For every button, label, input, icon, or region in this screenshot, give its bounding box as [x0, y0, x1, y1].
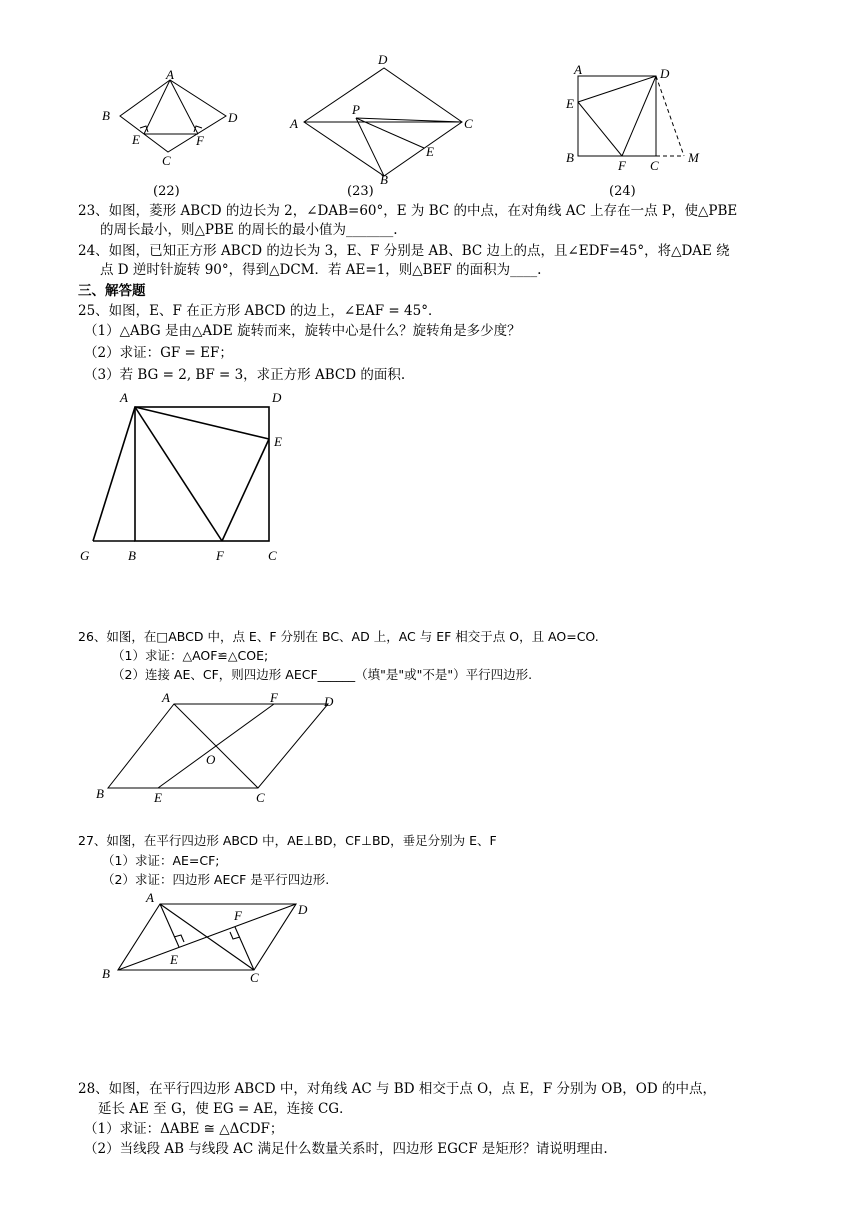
svg-text:E: E: [154, 790, 162, 805]
svg-text:C: C: [256, 790, 265, 805]
svg-text:A: A: [574, 62, 582, 77]
svg-text:B: B: [102, 108, 110, 123]
svg-text:D: D: [324, 694, 334, 709]
figure-23: [288, 52, 488, 187]
svg-text:B: B: [380, 172, 388, 187]
svg-text:E: E: [132, 132, 140, 147]
svg-text:D: D: [272, 390, 282, 405]
q25-part1: （1）△ABG 是由△ADE 旋转而来，旋转中心是什么？旋转角是多少度？: [84, 323, 521, 339]
q26-stem: 26、如图，在□ABCD 中，点 E、F 分别在 BC、AD 上，AC 与 EF 相交于点 O，且 AO=CO.: [78, 629, 599, 644]
figure-24: [562, 62, 712, 172]
svg-text:C: C: [650, 158, 659, 173]
svg-text:F: F: [234, 908, 242, 923]
q25-stem: 25、如图，E、F 在正方形 ABCD 的边上，∠EAF = 45°．: [78, 303, 442, 319]
q23-line2: 的周长最小，则△PBE 的周长的最小值为_______.: [100, 222, 398, 238]
q24-line2: 点 D 逆时针旋转 90°，得到△DCM．若 AE=1，则△BEF 的面积为____.: [100, 262, 542, 278]
svg-text:F: F: [618, 158, 626, 173]
q23-line1: 23、如图，菱形 ABCD 的边长为 2，∠DAB=60°，E 为 BC 的中点，在对角线 AC 上存在一点 P，使△PBE: [78, 203, 738, 219]
q26-part2: （2）连接 AE、CF，则四边形 AECF______（填"是"或"不是"）平行四边形.: [112, 667, 533, 682]
svg-text:C: C: [268, 548, 277, 563]
svg-text:G: G: [80, 548, 90, 563]
svg-text:E: E: [170, 952, 178, 967]
q28-part1: （1）求证：ΔABE ≅ △ΔCDF；: [84, 1121, 284, 1137]
q25-part2: （2）求证：GF = EF；: [84, 345, 233, 361]
svg-text:E: E: [426, 144, 434, 159]
q28-line2: 延长 AE 至 G，使 EG = AE，连接 CG．: [98, 1101, 353, 1117]
svg-text:C: C: [464, 116, 473, 131]
q25-part3: （3）若 BG = 2, BF = 3，求正方形 ABCD 的面积.: [84, 367, 406, 383]
svg-text:B: B: [96, 786, 104, 801]
figure-22: [100, 67, 250, 180]
q27-part2: （2）求证：四边形 AECF 是平行四边形.: [102, 872, 330, 887]
figure-26: [92, 690, 352, 810]
svg-text:F: F: [270, 690, 278, 705]
svg-text:O: O: [206, 752, 216, 767]
svg-text:M: M: [688, 150, 699, 165]
svg-text:P: P: [352, 102, 360, 117]
svg-text:C: C: [162, 153, 171, 168]
svg-text:A: A: [166, 67, 174, 82]
q28-line1: 28、如图，在平行四边形 ABCD 中，对角线 AC 与 BD 相交于点 O，点 E，F 分别为 OB，OD 的中点，: [78, 1081, 716, 1097]
figure-27: [100, 890, 330, 990]
figure-25: [76, 390, 306, 570]
svg-text:E: E: [274, 434, 282, 449]
caption-23: (23): [347, 184, 374, 199]
q28-part2: （2）当线段 AB 与线段 AC 满足什么数量关系时，四边形 EGCF 是矩形？请说明理由.: [84, 1141, 608, 1157]
q27-part1: （1）求证：AE=CF;: [102, 853, 220, 868]
svg-text:B: B: [128, 548, 136, 563]
svg-text:D: D: [228, 110, 238, 125]
svg-text:A: A: [162, 690, 170, 705]
caption-24: (24): [609, 184, 636, 199]
svg-text:F: F: [216, 548, 224, 563]
svg-text:B: B: [566, 150, 574, 165]
svg-text:B: B: [102, 966, 110, 981]
svg-text:E: E: [566, 96, 574, 111]
svg-text:F: F: [196, 133, 204, 148]
q27-stem: 27、如图，在平行四边形 ABCD 中，AE⊥BD，CF⊥BD，垂足分别为 E、F: [78, 833, 497, 848]
svg-text:C: C: [250, 970, 259, 985]
svg-text:A: A: [290, 116, 298, 131]
svg-text:A: A: [120, 390, 128, 405]
svg-text:D: D: [378, 52, 388, 67]
section-title: 三、解答题: [78, 283, 146, 299]
q24-line1: 24、如图，已知正方形 ABCD 的边长为 3，E、F 分别是 AB、BC 边上的点，且∠EDF=45°，将△DAE 绕: [78, 243, 730, 259]
svg-text:D: D: [298, 902, 308, 917]
caption-22: (22): [153, 184, 180, 199]
svg-text:D: D: [660, 66, 670, 81]
q26-part1: （1）求证：△AOF≌△COE;: [112, 648, 269, 663]
svg-text:A: A: [146, 890, 154, 905]
